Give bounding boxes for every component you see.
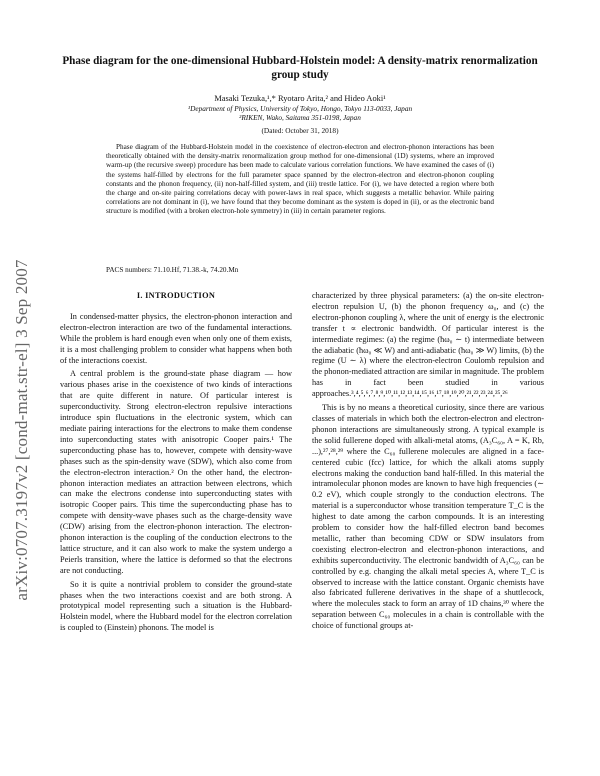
arxiv-id: arXiv:0707.3197v2 [cond-mat.str-el] 3 Sep 2007	[12, 259, 31, 601]
paragraph: characterized by three physical parameters: (a) the on-site electron-electron repulsion U, (b) the phonon frequency ω₀, and (c) the electron-phonon coupling λ, where the unit of energy is the electronic transfer t ∝ electronic bandwidth. Of particular interest is the intermediate regimes: (a) the regime (ħω₀ ∼ t) intermediate between the adiabatic (ħω₀ ≪ W) and anti-adiabatic (ħω₀ ≫ W) limits, (b) the regime (U ∼ λ) where the electron-electron Coulomb repulsion and the phonon-mediated attraction are similar in magnitude. The problem has in fact been studied in various approaches.³,⁴,⁵,⁶,⁷,⁸,⁹,¹⁰,¹¹,¹²,¹³,¹⁴,¹⁵,¹⁶,¹⁷,¹⁸,¹⁹,²⁰,²¹,²²,²³,²⁴,²⁵,²⁶	[312, 291, 544, 399]
abstract: Phase diagram of the Hubbard-Holstein model in the coexistence of electron-electron and electron-phonon interactions has been theoretically obtained with the density-matrix renormalization group method for one-dimensional (1D) systems, where an improved warm-up (the recursive sweep) procedure has been made to calculate various correlation functions. We have examined the cases of (i) the systems half-filled by electrons for the full parameter space spanned by the electron-electron and electron-phonon coupling constants and the phonon frequency, (ii) non-half-filled system, and (iii) trestle lattice. For (i), we have detected a region where both the charge and on-site pairing correlations decay with power-laws in real space, which suggests a metallic behavior. While pairing correlations are not dominant in (i), we have found that they become dominant as the system is doped in (ii), or as the electronic band structure is modified (with a broken electron-hole symmetry) in (iii) in certain parameter regions.	[106, 143, 494, 216]
paragraph: So it is quite a nontrivial problem to consider the ground-state phases when the two interactions coexist and are both strong. A prototypical model representing such a situation is the Hubbard-Holstein model, where the Hubbard model for the electron correlation is coupled to (Einstein) phonons. The model is	[60, 579, 292, 633]
dated-line: (Dated: October 31, 2018)	[261, 126, 339, 135]
arxiv-sidebar-stamp	[10, 170, 34, 690]
paragraph: A central problem is the ground-state phase diagram — how various phases arise in the coexistence of two kinds of interactions that are quite different in nature. Of particular interest is superconductivity. Strong electron-electron repulsive interactions introduce spin fluctuations in the electronic system, which can mediate pairing interactions for the electrons to make them condense into superconducting states with anisotropic Cooper pairs.¹ The superconducting phase has to, however, compete with density-wave phases such as the spin-density wave (SDW), which also come from the electron-electron interaction.² On the other hand, the electron-phonon interaction mediates an attraction between electrons, which can make the electrons condense into superconducting states with isotropic Cooper pairs. This time the superconducting phase has to compete with density-wave phases such as the charge-density wave (CDW) arising from the electron-phonon interaction. The electron-phonon interaction is the coupling of the conduction electrons to the lattice structure, and it can also work to make the system undergo a Peierls transition, where the lattice is deformed so that the electrons are not conducting.	[60, 369, 292, 575]
paragraph: This is by no means a theoretical curiosity, since there are various classes of materials in which both the electron-electron and electron-phonon interactions are simultaneously strong. A typical example is the solid fullerene doped with alkali-metal atoms, (A₃C₆₀, A = K, Rb, ...),²⁷,²⁸,²⁹ where the C₆₀ fullerene molecules are aligned in a face-centered cubic (fcc) lattice, for which the alkali atoms supply electrons making the conduction band half-filled. In this material the intramolecular phonon modes are known to have high frequencies (∼ 0.2 eV), which couple strongly to the conduction electrons. The material is a superconductor whose transition temperature T_C is the highest to date among the carbon compounds. It is an interesting problem to consider how the half-filled electron band becomes metallic, rather than becoming CDW or SDW insulators from coexisting electron-electron and electron-phonon interactions, and exhibits superconductivity. The electronic bandwidth of A₃C₆₀ can be controlled by e.g. changing the alkali metal species A, where T_C is observed to increase with the lattice constant. Organic chemists have also fabricated fullerene derivatives in the shape of a shuttlecock, where the molecules stack to form an array of 1D chains,³⁰ where the separation between C₆₀ molecules in a chain is controllable with the choice of functional groups at-	[312, 403, 544, 631]
pacs-numbers: PACS numbers: 71.10.Hf, 71.38.-k, 74.20.Mn	[106, 266, 239, 274]
affiliation-2: ²RIKEN, Wako, Saitama 351-0198, Japan	[239, 113, 361, 123]
paper-title: Phase diagram for the one-dimensional Hubbard-Holstein model: A density-matrix renormalization group study	[62, 55, 538, 81]
left-column	[60, 291, 292, 634]
section-heading: I. INTRODUCTION	[136, 291, 216, 300]
paragraph: In condensed-matter physics, the electron-phonon interaction and electron-electron interaction are two of the fundamental interactions. While the problem is hard enough even when only one of them exists, it is a most challenging problem to consider what happens when both of the interactions coexist.	[60, 311, 292, 365]
affiliations	[60, 104, 540, 123]
affiliation-1: ¹Department of Physics, University of Tokyo, Hongo, Tokyo 113-0033, Japan	[187, 104, 413, 113]
author-list: Masaki Tezuka,¹,* Ryotaro Arita,² and Hideo Aoki¹	[214, 94, 386, 103]
right-column	[312, 291, 544, 632]
